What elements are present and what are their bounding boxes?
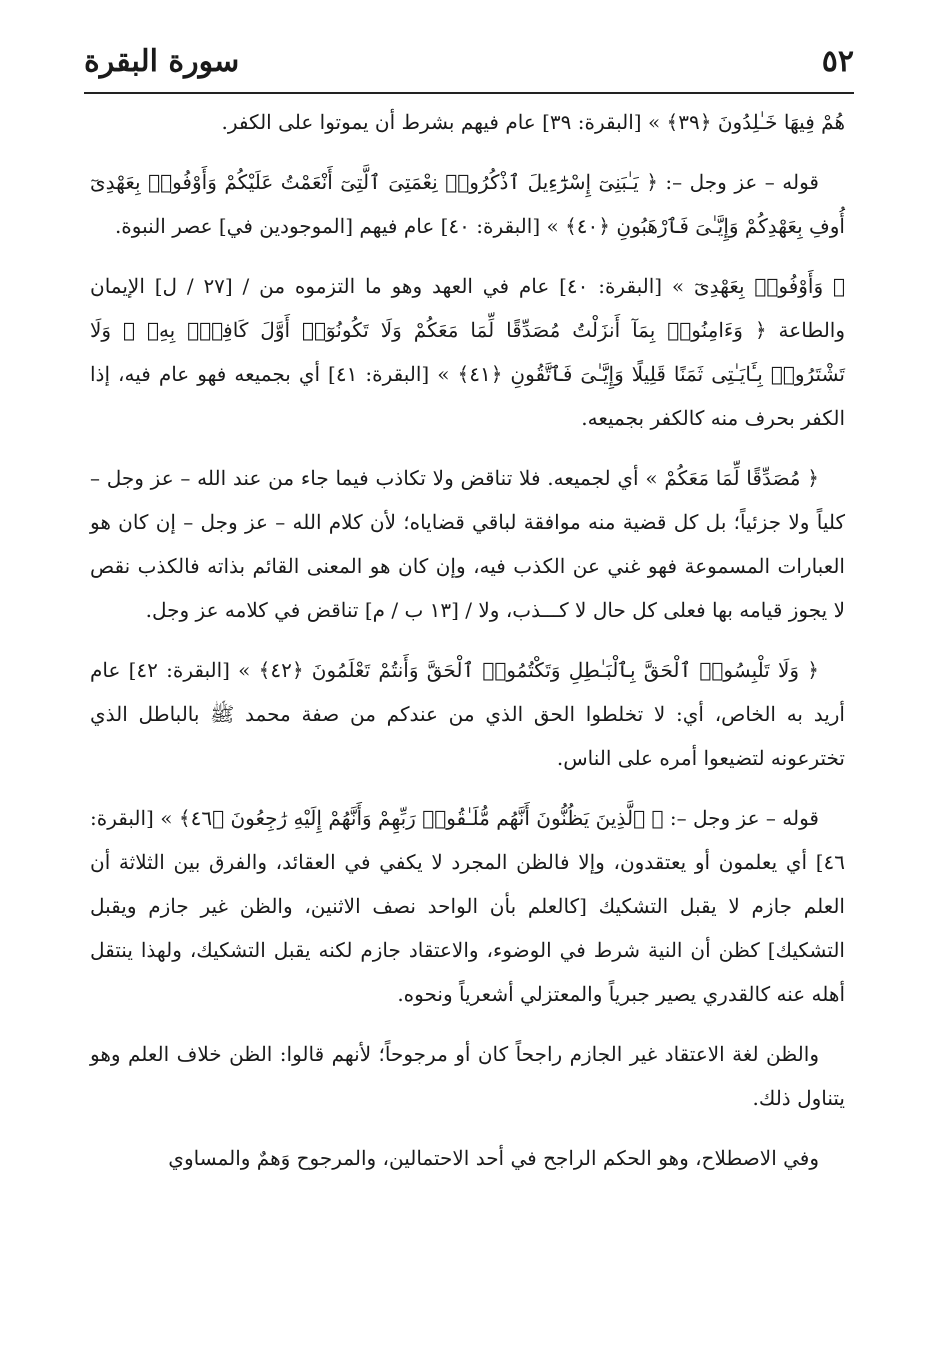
page-header	[84, 38, 854, 90]
paragraph-6: قوله – عز وجل –: ﴿ ٱلَّذِينَ يَظُنُّونَ أَنَّهُم مُّلَـٰقُوا۟ رَبِّهِمْ وَأَنَّهُمْ إِلَيْهِ رَٰجِعُونَ ﴿٤٦﴾ » [البقرة: ٤٦] أي يعلمون أو يعتقدون، وإلا فالظن المجرد لا يكفي في العقائد، والفرق بين الثلاثة أن العلم جازم لا يقبل التشكيك [كالعلم بأن الواحد نصف الاثنين، والظن غير جازم ويقبل التشكيك] كظن أن النية شرط في الوضوء، والاعتقاد جازم لكنه يقبل التشكيك، ولهذا ينتقل أهله عنه كالقدري يصير جبرياً والمعتزلي أشعرياً ونحوه.	[90, 806, 845, 1006]
paragraph-2: قوله – عز وجل –: ﴿ يَـٰبَنِىٓ إِسْرَٰٓءِيلَ ٱذْكُرُوا۟ نِعْمَتِىَ ٱلَّتِىٓ أَنْعَمْتُ عَلَيْكُمْ وَأَوْفُوا۟ بِعَهْدِىٓ أُوفِ بِعَهْدِكُمْ وَإِيَّـٰىَ فَٱرْهَبُونِ ﴿٤٠﴾ » [البقرة: ٤٠] عام فيهم [الموجودين في] عصر النبوة.	[90, 170, 845, 238]
paragraph-4: ﴿ مُصَدِّقًا لِّمَا مَعَكُمْ » أي لجميعه. فلا تناقض ولا تكاذب فيما جاء من عند الله – عز وجل – كلياً ولا جزئياً؛ بل كل قضية منه موافقة لباقي قضاياه؛ لأن كلام الله – عز وجل – إن كان هو العبارات المسموعة فهو غني عن الكذب فيه، وإن كان هو المعنى القائم بذاته فالكذب نقص لا يجوز قيامه بها فعلى كل حال لا كـــذب، ولا / [١٣ ب / م] تناقض في كلامه عز وجل.	[90, 466, 845, 622]
paragraph-7: والظن لغة الاعتقاد غير الجازم راجحاً كان أو مرجوحاً؛ لأنهم قالوا: الظن خلاف العلم وهو يتناول ذلك.	[90, 1042, 845, 1110]
paragraph-3: ﴿ وَأَوْفُوا۟ بِعَهْدِىٓ » [البقرة: ٤٠] عام في العهد وهو ما التزموه من / [٢٧ / ل] الإيمان والطاعة ﴿ وَءَامِنُوا۟ بِمَآ أَنزَلْتُ مُصَدِّقًا لِّمَا مَعَكُمْ وَلَا تَكُونُوٓا۟ أَوَّلَ كَافِرٍۭ بِهِۦ ۖ وَلَا تَشْتَرُوا۟ بِـَٔايَـٰتِى ثَمَنًا قَلِيلًا وَإِيَّـٰىَ فَٱتَّقُونِ ﴿٤١﴾ » [البقرة: ٤١] أي بجميعه فهو عام فيه، إذا الكفر بحرف منه كالكفر بجميعه.	[90, 274, 846, 430]
running-title: سورة البقرة	[84, 44, 240, 79]
paragraph-8: وفي الاصطلاح، وهو الحكم الراجح في أحد الاحتمالين، والمرجوح وَهمٌ والمساوي	[168, 1146, 819, 1170]
page-number: ٥٢	[821, 44, 854, 79]
paragraph-5: ﴿ وَلَا تَلْبِسُوا۟ ٱلْحَقَّ بِٱلْبَـٰطِلِ وَتَكْتُمُوا۟ ٱلْحَقَّ وَأَنتُمْ تَعْلَمُونَ ﴿٤٢﴾ » [البقرة: ٤٢] عام أريد به الخاص، أي: لا تخلطوا الحق الذي من عندكم من صفة محمد ﷺ بالباطل الذي تخترعونه لتضيعوا أمره على الناس.	[90, 658, 845, 770]
header-divider	[84, 92, 854, 94]
page-body	[90, 100, 845, 1341]
paragraph-1: هُمْ فِيهَا خَـٰلِدُونَ ﴿٣٩﴾ » [البقرة: ٣٩] عام فيهم بشرط أن يموتوا على الكفر.	[221, 110, 845, 134]
